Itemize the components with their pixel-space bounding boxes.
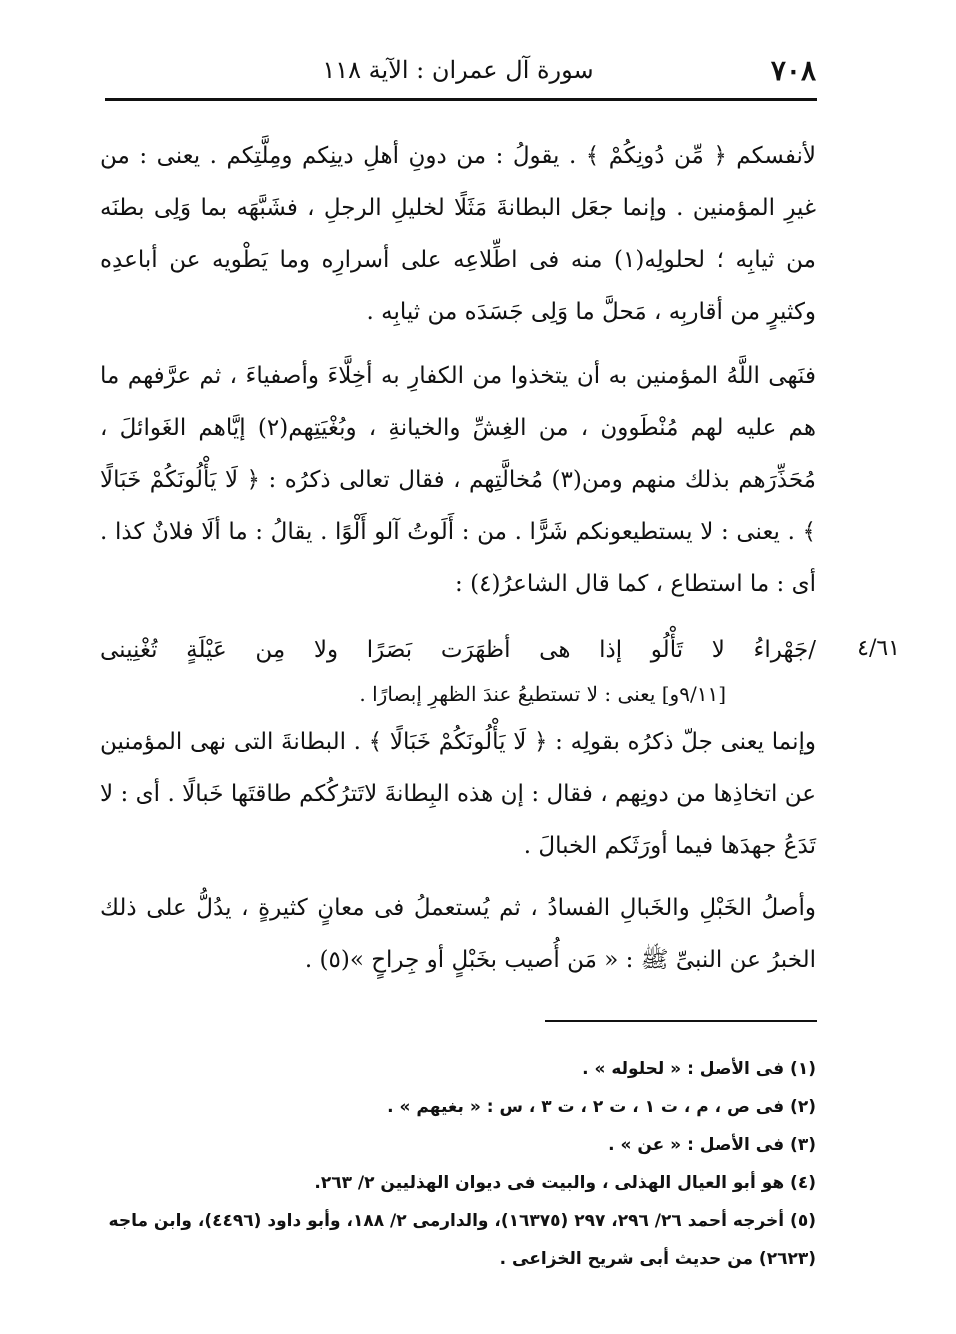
footnote: (٣) فى الأصل : « عن » .: [608, 1135, 816, 1155]
header-rule: [105, 98, 817, 101]
verse-explanation: [٩/١١و] يعنى : لا تستطيعُ عندَ الظهرِ إبصارًا .: [359, 682, 726, 706]
verse-line: /جَهْراءُ لا تَأْلُو إذا هى أظهَرَت بَصَرًا ولا مِن عَيْلَةٍ تُغْنِينى: [100, 637, 816, 663]
footnote: (١) فى الأصل : « لحلوله » .: [582, 1059, 816, 1079]
footnote: (٢) فى ص ، م ، ت ١ ، ت ٢ ، ت ٣ ، س : « بغيهم » .: [387, 1097, 816, 1117]
poetry-verse: [100, 628, 816, 716]
margin-reference: ٤/٦١: [857, 636, 900, 661]
paragraph: وأصلُ الخَبْلِ والخَبالِ الفسادُ ، ثم يُستعملُ فى معانٍ كثيرةٍ ، يدُلُّ على ذلك الخبرُ عن النبىِّ ﷺ : « مَن أُصيب بخَبْلٍ أو جِراحٍ »(٥) .: [100, 895, 816, 973]
footnotes: [100, 1050, 816, 1278]
paragraph: فنَهى اللَّهُ المؤمنين به أن يتخذوا من الكفارِ به أخِلَّاءَ وأصفياءَ ، ثم عرَّفهم ما هم عليه لهم مُنْطَوون ، من الغِشِّ والخيانةِ ، وبُغْيَتِهم(٢) إيَّاهم الغَوائلَ ، مُحَذِّرَهم بذلك منهم ومن(٣) مُخالَّتِهم ، فقال تعالى ذكرُه : ﴿ لَا يَأْلُونَكُمْ خَبَالًا ﴾ . يعنى : لا يستطيعونكم شَرًّا . من : أَلَوتُ آلو أَلْوًا . يقالُ : ما ألَا فلانٌ كذا . أى : ما استطاع ، كما قال الشاعرُ(٤) :: [100, 363, 816, 597]
paragraph: وإنما يعنى جلّ ذكرُه بقولِه : ﴿ لَا يَأْلُونَكُمْ خَبَالًا ﴾ . البطانةَ التى نهى المؤمنين عن اتخاذِها من دونِهم ، فقال : إن هذه البِطانةَ لاتَترُكُكم طاقتَها خَبالًا . أى : لا تَدَعُ جهدَها فيما أورَثَكم الخبالَ .: [100, 729, 816, 859]
footnote-rule: [545, 1020, 817, 1022]
page-header: [100, 48, 816, 102]
paragraph: لأنفسكم ﴿ مِّن دُونِكُمْ ﴾ . يقولُ : من دونِ أهلِ دينِكم ومِلَّتِكم . يعنى : من غيرِ المؤمنين . وإنما جعَل البطانةَ مَثَلًا لخليلِ الرجلِ ، فشَبَّهَه بما وَلِى بطنَه من ثيابِه ؛ لحلولِه(١) منه فى اطِّلاعِه على أسرارِه وما يَطْويه عن أباعدِه وكثيرٍ من أقاربِه ، مَحلَّ ما وَلِى جَسَدَه من ثيابِه .: [100, 143, 816, 325]
running-title: سورة آل عمران : الآية ١١٨: [322, 56, 594, 84]
page-number: ٧٠٨: [770, 54, 816, 87]
main-text-continued: [100, 716, 816, 996]
main-text: [100, 130, 816, 622]
footnote: (٥) أخرجه أحمد ٢٦/ ٢٩٦، ٢٩٧ (١٦٣٧٥)، والدارمى ٢/ ١٨٨، وأبو داود (٤٤٩٦)، وابن ماجه (٢٦٢٣) من حديث أبى شريح الخزاعى .: [108, 1211, 816, 1269]
footnote: (٤) هو أبو العيال الهذلى ، والبيت فى ديوان الهذليين ٢/ ٢٦٣.: [314, 1173, 816, 1193]
